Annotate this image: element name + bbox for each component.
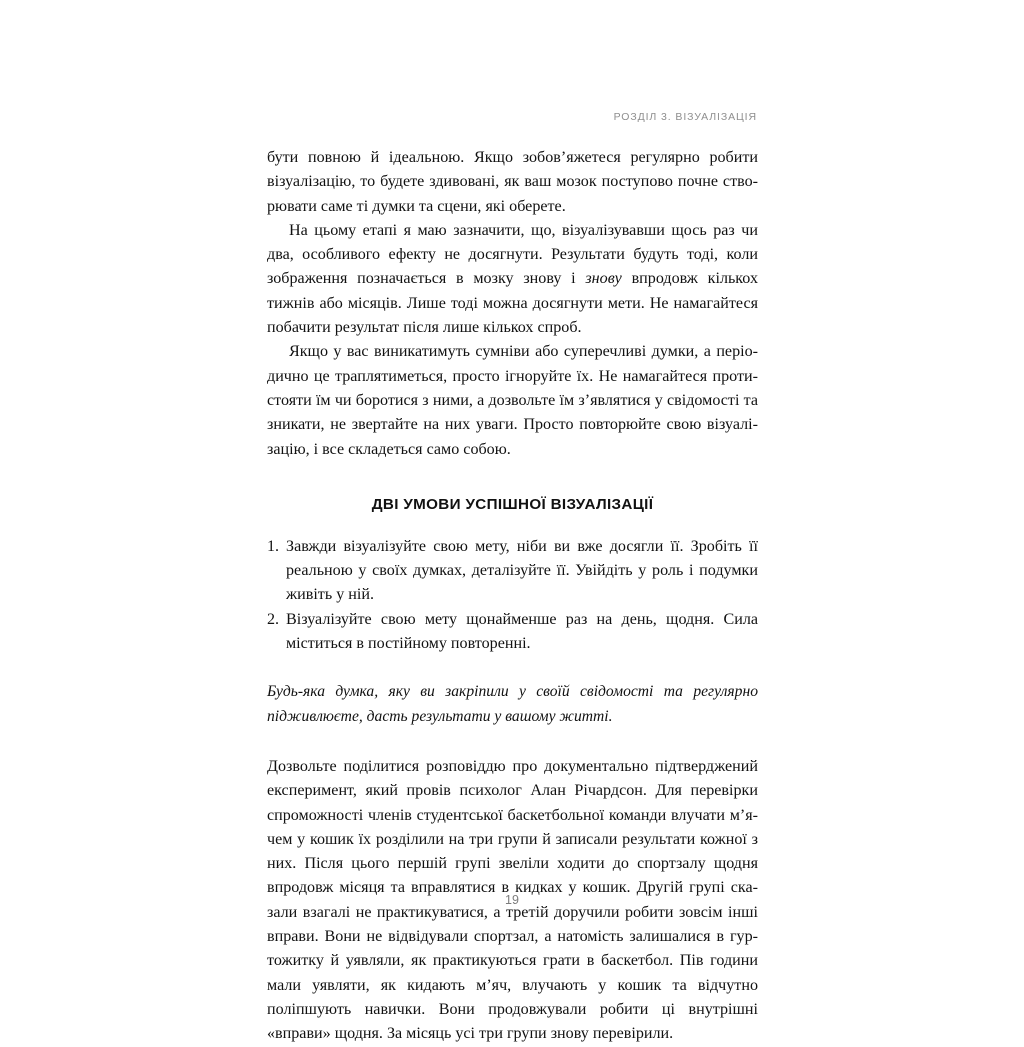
list-item-text: Візуалізуйте свою мету щонайменше раз на день, щодня. Сила міститься в постійному повторенні. [286,610,758,653]
list-item [267,608,758,657]
conditions-list [267,535,758,656]
running-header: РОЗДІЛ 3. ВІЗУАЛІЗАЦІЯ [613,111,757,123]
list-item-marker: 2. [267,610,280,628]
list-item-text: Завжди візуалізуйте свою мету, ніби ви вже досягли її. Зробіть її реальною у своїх думках, деталізуйте її. Увійдіть у роль і подумки живіть у ній. [286,537,758,604]
paragraph-repetition-part1: На цьому етапі я маю зазначити, що, візуалізувавши щось раз чи два, особливого ефекту не досягнути. Результати будуть тоді, коли зображення позначається в мозку знову і [267,221,758,288]
paragraph-richardson-experiment: Дозвольте поділитися розповіддю про документально підтверджений експеримент, який провів психолог Алан Річардсон. Для перевірки спроможності членів студентської баскетбольної команди влучати м’ячем у кошик їх розділили на три групи й записали результати кожної з них. Після цього першій групі звеліли ходити до спортзалу щодня впродовж місяця та вправлятися в кидках у кошик. Другій групі сказали взагалі не практикуватися, а третій доручили робити зовсім інші вправи. Вони не відвідували спортзал, а натомість залишалися в гуртожитку й уявляли, як практикуються грати в баскетбол. Пів години мали уявляти, як кидають м’яч, влучають у кошик та відчутно поліпшують навички. Вони продовжували робити ці внутрішні «вправи» щодня. За місяць усі три групи знову перевірили. [267,757,758,1043]
emphasis-znovu: знову [585,270,622,288]
text-column [267,146,758,1047]
page-number: 19 [505,893,519,907]
paragraph-continuation: бути повною й ідеальною. Якщо зобов’яжетеся регулярно робити візуалізацію, то будете здивовані, як ваш мозок поступово почне створювати саме ті думки та сцени, які оберете. [267,149,758,215]
list-item-marker: 1. [267,537,280,555]
pull-quote: Будь-яка думка, яку ви закріпили у своїй свідомості та регулярно підживлюєте, дасть результати у вашому житті. [267,683,758,725]
paragraph-repetition-part2: впродовж кількох тижнів або місяців. Лише тоді можна досягнути мети. Не намагайтеся побачити результат після лише кількох спроб. [267,270,759,337]
section-heading: ДВІ УМОВИ УСПІШНОЇ ВІЗУАЛІЗАЦІЇ [371,495,654,513]
list-item [267,535,758,608]
paragraph-doubts: Якщо у вас виникатимуть сумніви або суперечливі думки, а періодично це траплятиметься, просто ігноруйте їх. Не намагайтеся протистояти їм чи боротися з ними, а дозвольте їм з’являтися у свідомості та зникати, не звертайте на них уваги. Просто повторюйте свою візуалізацію, і все складеться само собою. [267,343,758,458]
paragraph-repetition [267,219,758,340]
